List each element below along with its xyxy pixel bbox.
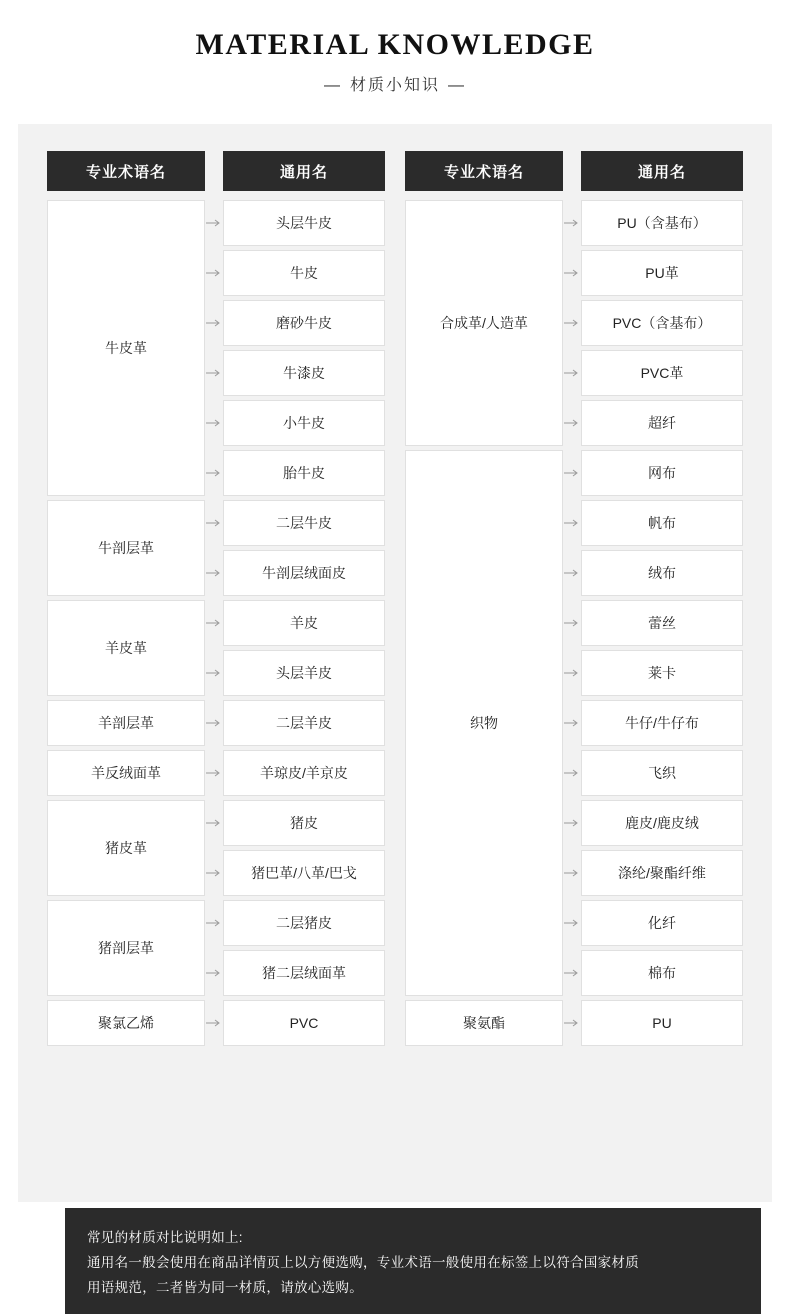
page-title-en: MATERIAL KNOWLEDGE (195, 28, 595, 61)
left-term-column-header: 专业术语名 (47, 151, 205, 191)
arrow-right-icon (206, 1018, 222, 1028)
right-common-cell: 化纤 (581, 900, 743, 946)
arrow-right-icon (206, 318, 222, 328)
right-common-cell: 莱卡 (581, 650, 743, 696)
arrow-right-icon (564, 518, 580, 528)
left-term-cell: 猪皮革 (47, 800, 205, 896)
left-common-cell: 胎牛皮 (223, 450, 385, 496)
left-common-cell: 猪皮 (223, 800, 385, 846)
arrow-right-icon (206, 568, 222, 578)
arrow-right-icon (206, 468, 222, 478)
right-common-column-header: 通用名 (581, 151, 743, 191)
left-common-cell: 小牛皮 (223, 400, 385, 446)
left-term-cell: 羊皮革 (47, 600, 205, 696)
right-common-cell: PVC革 (581, 350, 743, 396)
right-term-cells (405, 200, 563, 1046)
arrow-right-icon (206, 368, 222, 378)
left-common-cell: 磨砂牛皮 (223, 300, 385, 346)
right-common-cell: PU（含基布） (581, 200, 743, 246)
right-common-cell: 棉布 (581, 950, 743, 996)
right-common-cell: PU (581, 1000, 743, 1046)
arrow-right-icon (564, 568, 580, 578)
right-table-header-row (405, 151, 743, 200)
arrow-right-icon (564, 618, 580, 628)
arrow-right-icon (206, 268, 222, 278)
right-common-cell: 绒布 (581, 550, 743, 596)
arrow-right-icon (206, 968, 222, 978)
left-common-cells (223, 200, 385, 1046)
left-common-cell: 头层羊皮 (223, 650, 385, 696)
left-common-cell: 二层牛皮 (223, 500, 385, 546)
dash-left-icon: — (323, 76, 342, 94)
footnote-box (65, 1208, 761, 1314)
arrow-right-icon (206, 518, 222, 528)
arrow-right-icon (564, 968, 580, 978)
footnote-line-3: 用语规范，二者皆为同一材质，请放心选购。 (87, 1279, 363, 1295)
footnote-line-2: 通用名一般会使用在商品详情页上以方便选购，专业术语一般使用在标签上以符合国家材质 (87, 1254, 639, 1270)
left-common-cell: 牛剖层绒面皮 (223, 550, 385, 596)
right-common-cell: 飞织 (581, 750, 743, 796)
arrow-right-icon (564, 918, 580, 928)
arrow-right-icon (206, 918, 222, 928)
arrow-right-icon (564, 318, 580, 328)
material-tables (47, 151, 743, 1046)
arrow-right-icon (206, 868, 222, 878)
left-common-cell: 二层羊皮 (223, 700, 385, 746)
right-common-cell: 鹿皮/鹿皮绒 (581, 800, 743, 846)
arrow-right-icon (206, 668, 222, 678)
arrow-right-icon (564, 268, 580, 278)
left-term-cell: 猪剖层革 (47, 900, 205, 996)
arrow-right-icon (206, 768, 222, 778)
arrow-right-icon (564, 868, 580, 878)
right-common-cell: PU革 (581, 250, 743, 296)
right-term-cell: 织物 (405, 450, 563, 996)
right-table-body (405, 200, 743, 1046)
right-term-cell: 合成革/人造革 (405, 200, 563, 446)
left-common-cell: 二层猪皮 (223, 900, 385, 946)
left-term-cell: 牛剖层革 (47, 500, 205, 596)
left-arrow-column (205, 200, 223, 1046)
right-header-spacer (563, 151, 581, 200)
arrow-right-icon (564, 368, 580, 378)
content-panel (18, 124, 772, 1295)
arrow-right-icon (564, 718, 580, 728)
right-table (405, 151, 743, 1046)
dash-right-icon: — (448, 76, 466, 94)
right-common-cell: 网布 (581, 450, 743, 496)
left-table (47, 151, 385, 1046)
arrow-right-icon (564, 668, 580, 678)
right-common-cell: 帆布 (581, 500, 743, 546)
footnote-line-1: 常见的材质对比说明如上: (87, 1230, 243, 1245)
right-common-cell: 涤纶/聚酯纤维 (581, 850, 743, 896)
left-common-cell: 羊皮 (223, 600, 385, 646)
arrow-right-icon (564, 468, 580, 478)
left-term-cells (47, 200, 205, 1046)
arrow-right-icon (206, 818, 222, 828)
left-term-cell: 聚氯乙烯 (47, 1000, 205, 1046)
right-common-cell: 牛仔/牛仔布 (581, 700, 743, 746)
left-term-cell: 羊剖层革 (47, 700, 205, 746)
arrow-right-icon (564, 768, 580, 778)
left-term-cell: 牛皮革 (47, 200, 205, 496)
left-common-cell: PVC (223, 1000, 385, 1046)
arrow-right-icon (206, 618, 222, 628)
arrow-right-icon (564, 818, 580, 828)
arrow-right-icon (564, 218, 580, 228)
left-common-cell: 羊琼皮/羊京皮 (223, 750, 385, 796)
left-term-cell: 羊反绒面革 (47, 750, 205, 796)
right-term-cell: 聚氨酯 (405, 1000, 563, 1046)
page-header (0, 0, 790, 95)
right-arrow-column (563, 200, 581, 1046)
right-term-column-header: 专业术语名 (405, 151, 563, 191)
arrow-right-icon (206, 718, 222, 728)
left-common-column-header: 通用名 (223, 151, 385, 191)
arrow-right-icon (206, 418, 222, 428)
arrow-right-icon (206, 218, 222, 228)
right-common-cell: PVC（含基布） (581, 300, 743, 346)
arrow-right-icon (564, 1018, 580, 1028)
page-title-cn-text: 材质小知识 (349, 76, 440, 94)
left-header-spacer (205, 151, 223, 200)
left-common-cell: 牛皮 (223, 250, 385, 296)
right-common-cells (581, 200, 743, 1046)
left-common-cell: 猪巴革/八革/巴戈 (223, 850, 385, 896)
left-table-body (47, 200, 385, 1046)
arrow-right-icon (564, 418, 580, 428)
left-common-cell: 猪二层绒面革 (223, 950, 385, 996)
left-table-header-row (47, 151, 385, 200)
right-common-cell: 超纤 (581, 400, 743, 446)
right-common-cell: 蕾丝 (581, 600, 743, 646)
left-common-cell: 头层牛皮 (223, 200, 385, 246)
left-common-cell: 牛漆皮 (223, 350, 385, 396)
page-title-cn (0, 72, 790, 95)
